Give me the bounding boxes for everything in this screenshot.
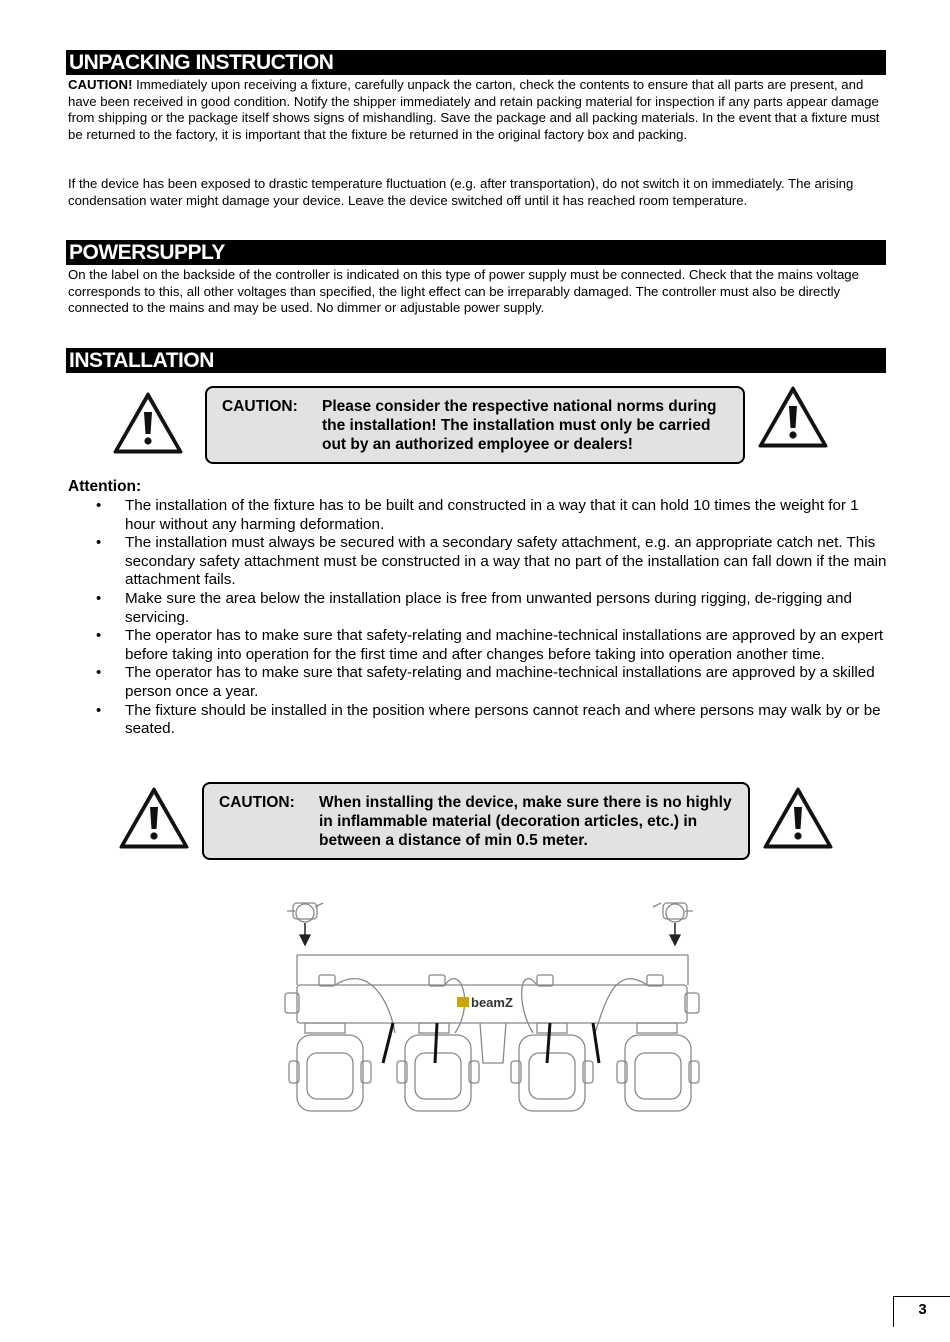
brand-logo-text: beamZ (471, 995, 513, 1010)
warning-triangle-icon (757, 384, 829, 450)
caution-label: CAUTION: (222, 398, 298, 415)
warning-triangle-icon (118, 785, 190, 851)
list-item (68, 497, 888, 534)
attention-list (68, 497, 888, 739)
mounting-clamp-right (653, 903, 693, 945)
brand-logo-mark (457, 997, 469, 1007)
bullet-symbol: • (96, 497, 102, 514)
list-item (68, 702, 888, 739)
light-head-4 (617, 1023, 699, 1111)
bullet-symbol: • (96, 627, 102, 645)
caution-label: CAUTION: (219, 794, 295, 811)
installation-caution-box (205, 386, 745, 464)
list-item-text: The operator has to make sure that safety-relating and machine-technical installations are approved by a skilled person once a year. (125, 664, 875, 700)
list-item-text: The installation must always be secured with a secondary safety attachment, e.g. an appropriate catch net. This secondary safety attachment must be constructed in a way that no part of the installation can fall down if the main attachment fails. (125, 534, 887, 589)
caution-text: Please consider the respective national norms during the installation! The installation must only be carried out by an authorized employee or dealers! (322, 398, 717, 453)
bullet-symbol: • (96, 534, 102, 552)
fixture-installation-diagram (275, 893, 710, 1128)
list-item-text: The operator has to make sure that safety-relating and machine-technical installations are approved by an expert before taking into operation for the first time and after changes before taking into operation another time. (125, 627, 884, 663)
powersupply-paragraph: On the label on the backside of the controller is indicated on this type of power supply must be connected. Check that the mains voltage corresponds to this, all other voltages than specified, the light effect can be irreparably damaged. The controller must also be directly connected to the mains and may be used. No dimmer or adjustable power supply. (68, 267, 859, 316)
list-item (68, 590, 888, 627)
unpacking-caution-label: CAUTION! (68, 77, 133, 92)
unpacking-heading: UNPACKING INSTRUCTION (66, 50, 886, 75)
light-head-2 (397, 1023, 479, 1111)
unpacking-caution-text: Immediately upon receiving a fixture, carefully unpack the carton, check the contents to ensure that all parts are present, and have been received in good condition. Notify the shipper immediately and retain packing material for inspection if any parts appear damage from shipping or the package itself shows signs of mishandling. Save the package and all packing materials. In the event that a fixture must be returned to the factory, it is important that the fixture be returned in the original factory box and packing. (68, 77, 880, 142)
list-item (68, 534, 888, 590)
bullet-symbol: • (96, 664, 102, 682)
list-item-text: The installation of the fixture has to be built and constructed in a way that it can hold 10 times the weight for 1 hour without any harming deformation. (125, 497, 859, 533)
temperature-paragraph: If the device has been exposed to drastic temperature fluctuation (e.g. after transportation), do not switch it on immediately. The arising condensation water might damage your device. Leave the device switched off until it has reached room temperature. (68, 176, 854, 208)
light-head-1 (289, 1023, 371, 1111)
list-item (68, 664, 888, 701)
list-item-text: Make sure the area below the installation place is free from unwanted persons during rigging, de-rigging and servicing. (125, 589, 852, 626)
attention-label: Attention: (68, 478, 142, 495)
list-item (68, 627, 888, 664)
bullet-symbol: • (96, 701, 102, 719)
unpacking-caution-paragraph (68, 77, 886, 143)
mounting-clamp-left (287, 903, 323, 945)
light-head-3 (511, 1023, 593, 1111)
bullet-symbol: • (96, 589, 102, 607)
warning-triangle-icon (762, 785, 834, 851)
warning-triangle-icon (112, 390, 184, 456)
caution-text: When installing the device, make sure there is no highly in inflammable material (decoration articles, etc.) in between a distance of min 0.5 meter. (319, 794, 732, 849)
list-item-text: The fixture should be installed in the position where persons cannot reach and where persons may walk by or be seated. (125, 701, 881, 738)
flammable-caution-box (202, 782, 750, 860)
powersupply-heading: POWERSUPPLY (66, 240, 886, 265)
installation-heading: INSTALLATION (66, 348, 886, 373)
page-number: 3 (893, 1296, 950, 1327)
